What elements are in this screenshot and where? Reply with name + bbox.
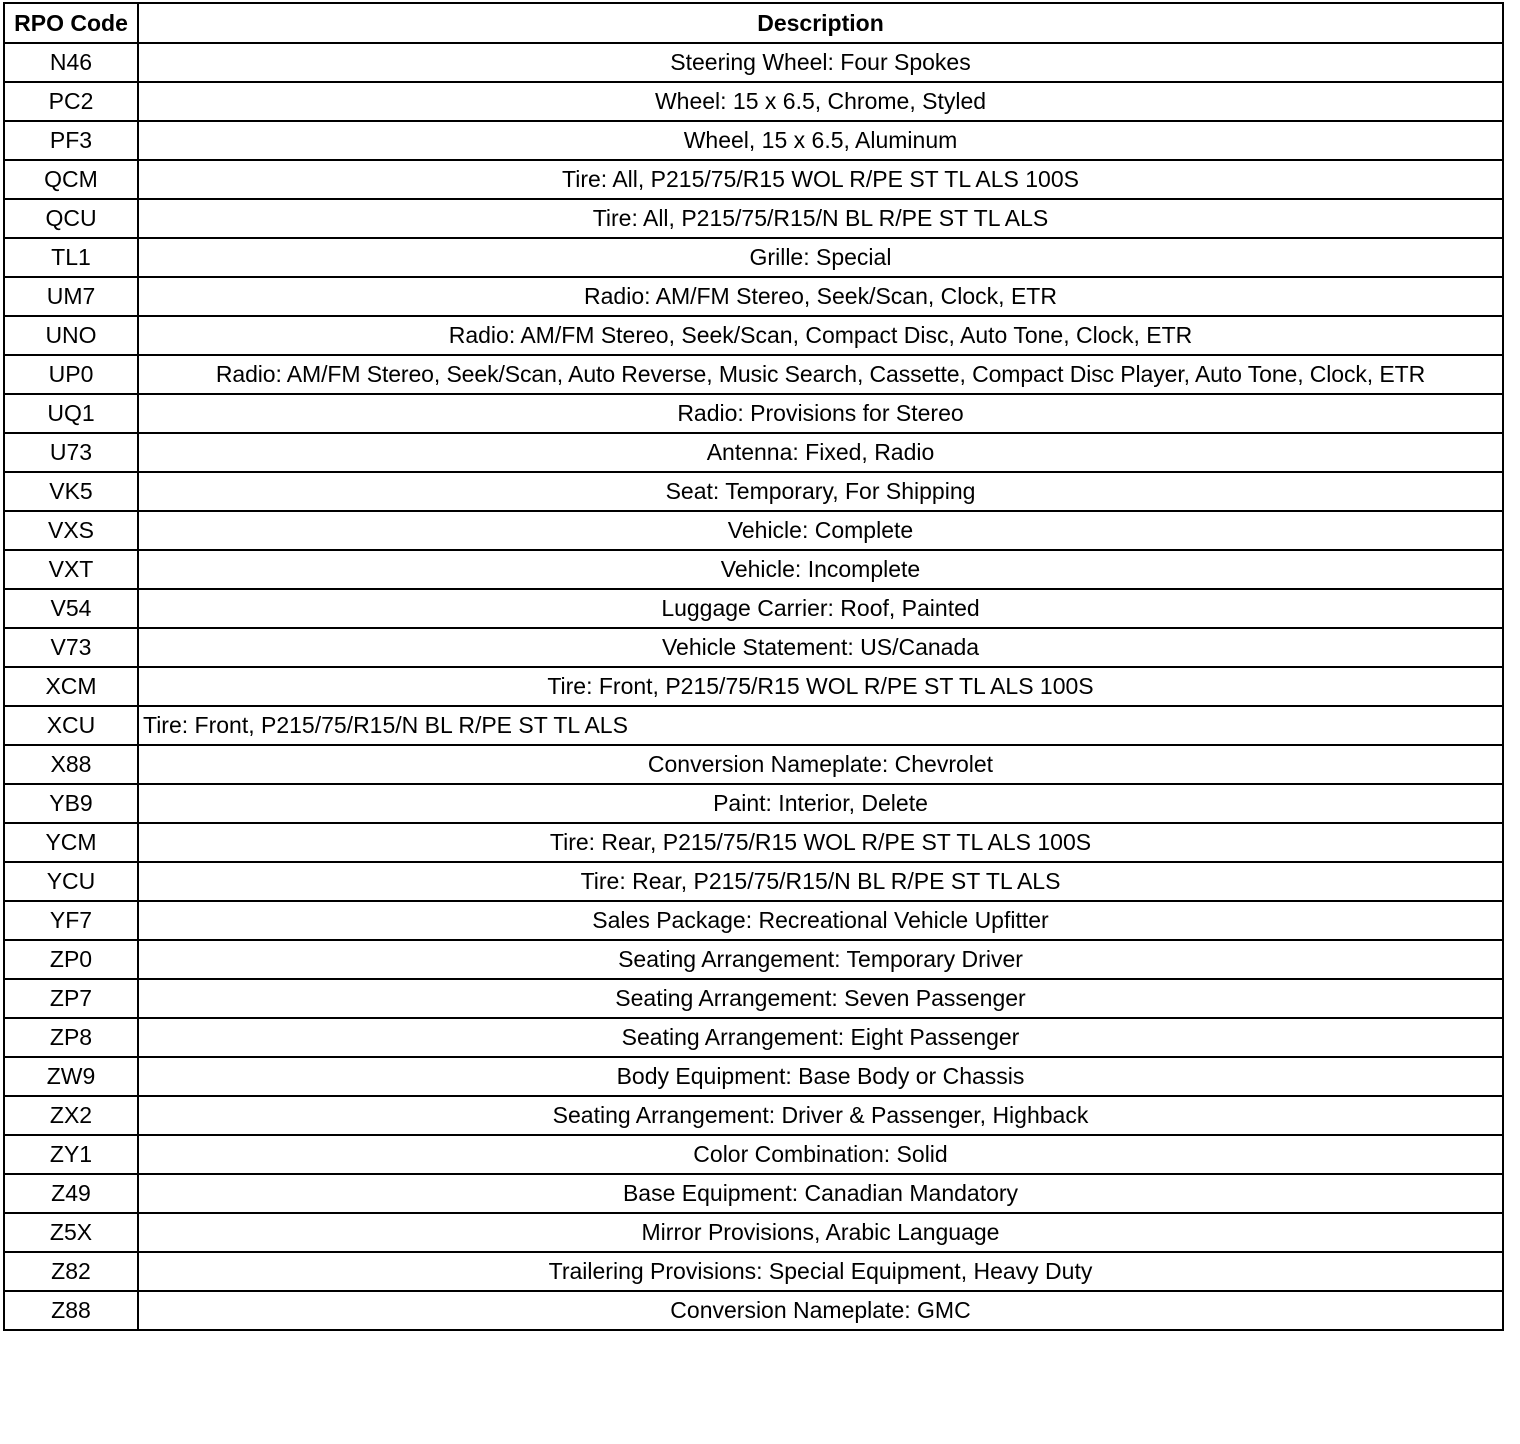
description-cell: Sales Package: Recreational Vehicle Upfitter	[138, 901, 1503, 940]
rpo-code-cell: ZW9	[4, 1057, 138, 1096]
table-row	[4, 706, 1503, 745]
table-row	[4, 745, 1503, 784]
table-row	[4, 979, 1503, 1018]
table-row	[4, 1252, 1503, 1291]
table-row	[4, 940, 1503, 979]
rpo-code-cell: ZX2	[4, 1096, 138, 1135]
table-row	[4, 667, 1503, 706]
rpo-code-cell: QCU	[4, 199, 138, 238]
table-row	[4, 784, 1503, 823]
description-cell: Radio: AM/FM Stereo, Seek/Scan, Auto Reverse, Music Search, Cassette, Compact Disc Player, Auto Tone, Clock, ETR	[138, 355, 1503, 394]
table-row	[4, 550, 1503, 589]
rpo-code-cell: YB9	[4, 784, 138, 823]
table-row	[4, 355, 1503, 394]
table-row	[4, 1096, 1503, 1135]
table-row	[4, 511, 1503, 550]
description-cell: Tire: Front, P215/75/R15/N BL R/PE ST TL ALS	[138, 706, 1503, 745]
table-row	[4, 121, 1503, 160]
rpo-code-cell: VK5	[4, 472, 138, 511]
rpo-code-cell: XCU	[4, 706, 138, 745]
rpo-code-cell: ZP7	[4, 979, 138, 1018]
table-row	[4, 472, 1503, 511]
description-cell: Wheel: 15 x 6.5, Chrome, Styled	[138, 82, 1503, 121]
header-description: Description	[138, 3, 1503, 43]
rpo-code-cell: YCU	[4, 862, 138, 901]
description-cell: Tire: Rear, P215/75/R15 WOL R/PE ST TL ALS 100S	[138, 823, 1503, 862]
description-cell: Vehicle: Incomplete	[138, 550, 1503, 589]
rpo-code-cell: V54	[4, 589, 138, 628]
table-row	[4, 1057, 1503, 1096]
rpo-code-cell: UQ1	[4, 394, 138, 433]
description-cell: Color Combination: Solid	[138, 1135, 1503, 1174]
rpo-code-cell: ZP0	[4, 940, 138, 979]
table-header	[4, 3, 1503, 43]
description-cell: Paint: Interior, Delete	[138, 784, 1503, 823]
table-row	[4, 316, 1503, 355]
description-cell: Grille: Special	[138, 238, 1503, 277]
description-cell: Seating Arrangement: Eight Passenger	[138, 1018, 1503, 1057]
table-row	[4, 1174, 1503, 1213]
description-cell: Wheel, 15 x 6.5, Aluminum	[138, 121, 1503, 160]
description-cell: Seating Arrangement: Driver & Passenger, Highback	[138, 1096, 1503, 1135]
description-cell: Radio: Provisions for Stereo	[138, 394, 1503, 433]
description-cell: Body Equipment: Base Body or Chassis	[138, 1057, 1503, 1096]
header-rpo-code: RPO Code	[4, 3, 138, 43]
rpo-code-cell: UNO	[4, 316, 138, 355]
rpo-code-cell: XCM	[4, 667, 138, 706]
table-row	[4, 589, 1503, 628]
rpo-code-cell: VXT	[4, 550, 138, 589]
description-cell: Conversion Nameplate: GMC	[138, 1291, 1503, 1330]
description-cell: Mirror Provisions, Arabic Language	[138, 1213, 1503, 1252]
rpo-code-cell: U73	[4, 433, 138, 472]
table-row	[4, 82, 1503, 121]
description-cell: Luggage Carrier: Roof, Painted	[138, 589, 1503, 628]
rpo-code-cell: ZY1	[4, 1135, 138, 1174]
table-row	[4, 433, 1503, 472]
description-cell: Antenna: Fixed, Radio	[138, 433, 1503, 472]
rpo-code-cell: YCM	[4, 823, 138, 862]
rpo-code-cell: PC2	[4, 82, 138, 121]
table-row	[4, 394, 1503, 433]
rpo-code-cell: QCM	[4, 160, 138, 199]
rpo-code-cell: YF7	[4, 901, 138, 940]
rpo-code-cell: Z5X	[4, 1213, 138, 1252]
rpo-code-cell: ZP8	[4, 1018, 138, 1057]
description-cell: Tire: All, P215/75/R15 WOL R/PE ST TL ALS 100S	[138, 160, 1503, 199]
description-cell: Radio: AM/FM Stereo, Seek/Scan, Compact Disc, Auto Tone, Clock, ETR	[138, 316, 1503, 355]
description-cell: Seating Arrangement: Temporary Driver	[138, 940, 1503, 979]
rpo-code-cell: UP0	[4, 355, 138, 394]
table-row	[4, 628, 1503, 667]
rpo-code-cell: Z88	[4, 1291, 138, 1330]
rpo-code-cell: Z49	[4, 1174, 138, 1213]
table-row	[4, 1018, 1503, 1057]
description-cell: Conversion Nameplate: Chevrolet	[138, 745, 1503, 784]
description-cell: Trailering Provisions: Special Equipment, Heavy Duty	[138, 1252, 1503, 1291]
table-row	[4, 1213, 1503, 1252]
table-row	[4, 160, 1503, 199]
table-row	[4, 1135, 1503, 1174]
description-cell: Tire: Rear, P215/75/R15/N BL R/PE ST TL ALS	[138, 862, 1503, 901]
table-row	[4, 43, 1503, 82]
table-row	[4, 277, 1503, 316]
description-cell: Vehicle Statement: US/Canada	[138, 628, 1503, 667]
description-cell: Tire: All, P215/75/R15/N BL R/PE ST TL ALS	[138, 199, 1503, 238]
rpo-code-cell: VXS	[4, 511, 138, 550]
description-cell: Seating Arrangement: Seven Passenger	[138, 979, 1503, 1018]
table-body	[4, 43, 1503, 1330]
description-cell: Radio: AM/FM Stereo, Seek/Scan, Clock, ETR	[138, 277, 1503, 316]
description-cell: Tire: Front, P215/75/R15 WOL R/PE ST TL ALS 100S	[138, 667, 1503, 706]
rpo-code-cell: Z82	[4, 1252, 138, 1291]
rpo-code-cell: UM7	[4, 277, 138, 316]
description-cell: Steering Wheel: Four Spokes	[138, 43, 1503, 82]
description-cell: Base Equipment: Canadian Mandatory	[138, 1174, 1503, 1213]
table-row	[4, 1291, 1503, 1330]
table-row	[4, 238, 1503, 277]
description-cell: Vehicle: Complete	[138, 511, 1503, 550]
rpo-code-cell: V73	[4, 628, 138, 667]
rpo-code-cell: TL1	[4, 238, 138, 277]
table-row	[4, 199, 1503, 238]
table-row	[4, 862, 1503, 901]
table-row	[4, 901, 1503, 940]
rpo-code-cell: N46	[4, 43, 138, 82]
rpo-code-cell: X88	[4, 745, 138, 784]
rpo-code-table	[3, 2, 1504, 1331]
description-cell: Seat: Temporary, For Shipping	[138, 472, 1503, 511]
rpo-code-cell: PF3	[4, 121, 138, 160]
header-row	[4, 3, 1503, 43]
table-row	[4, 823, 1503, 862]
